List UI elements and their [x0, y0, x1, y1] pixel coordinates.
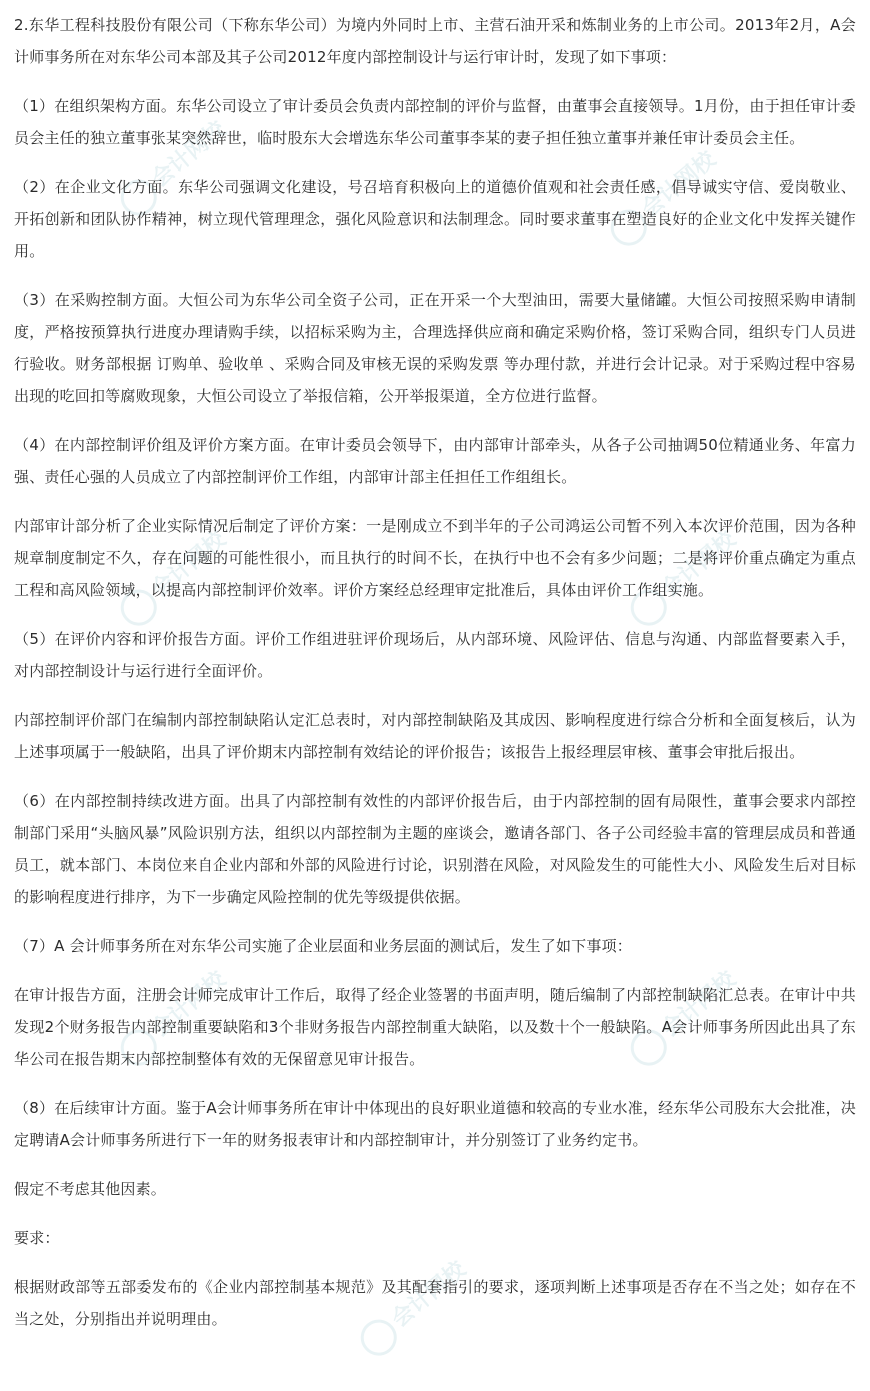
item-2-culture: （2）在企业文化方面。东华公司强调文化建设，号召培育积极向上的道德价值观和社会责任感，倡导诚实守信、爱岗敬业、开拓创新和团队协作精神，树立现代管理理念，强化风险意识和法制理念。同时要求董事在塑造良好的企业文化中发挥关键作用。 — [14, 178, 856, 260]
watermark-logo: 会计网校 — [623, 523, 744, 633]
watermark-logo: 会计网校 — [113, 113, 234, 223]
requirement-heading: 要求： — [14, 1229, 60, 1247]
document-body — [14, 9, 856, 1352]
item-4-evaluation-group: （4）在内部控制评价组及评价方案方面。在审计委员会领导下，由内部审计部牵头，从各子公司抽调50位精通业务、年富力强、责任心强的人员成立了内部控制评价工作组，内部审计部主任担任工作组组长。 — [14, 436, 856, 486]
item-3-procurement: （3）在采购控制方面。大恒公司为东华公司全资子公司，正在开采一个大型油田，需要大量储罐。大恒公司按照采购申请制度，严格按预算执行进度办理请购手续，以招标采购为主，合理选择供应商和确定采购价格，签订采购合同，组织专门人员进行验收。财务部根据 订购单、验收单 、采购合同及审核无误的采购发票 等办理付款，并进行会计记录。对于采购过程中容易出现的吃回扣等腐败现象，大恒公司设立了举报信箱，公开举报渠道，全方位进行监督。 — [14, 291, 856, 405]
watermark-logo: 会计网校 — [113, 523, 234, 633]
item-8-follow-up-audit: （8）在后续审计方面。鉴于A会计师事务所在审计中体现出的良好职业道德和较高的专业水准，经东华公司股东大会批准，决定聘请A会计师事务所进行下一年的财务报表审计和内部控制审计，并分别签订了业务约定书。 — [14, 1099, 856, 1149]
watermark-logo: 会计网校 — [353, 1253, 474, 1363]
requirement-text: 根据财政部等五部委发布的《企业内部控制基本规范》及其配套指引的要求，逐项判断上述事项是否存在不当之处；如存在不当之处，分别指出并说明理由。 — [14, 1278, 856, 1328]
item-7-testing: （7）A 会计师事务所在对东华公司实施了企业层面和业务层面的测试后，发生了如下事项： — [14, 937, 632, 955]
item-5-evaluation-report: 内部控制评价部门在编制内部控制缺陷认定汇总表时，对内部控制缺陷及其成因、影响程度进行综合分析和全面复核后，认为上述事项属于一般缺陷，出具了评价期末内部控制有效结论的评价报告；该报告上报经理层审核、董事会审批后报出。 — [14, 711, 856, 761]
watermark-logo: 会计网校 — [113, 963, 234, 1073]
item-5-evaluation-content: （5）在评价内容和评价报告方面。评价工作组进驻评价现场后，从内部环境、风险评估、信息与沟通、内部监督要素入手，对内部控制设计与运行进行全面评价。 — [14, 630, 856, 680]
item-1-organization: （1）在组织架构方面。东华公司设立了审计委员会负责内部控制的评价与监督，由董事会直接领导。1月份，由于担任审计委员会主任的独立董事张某突然辞世，临时股东大会增选东华公司董事李某的妻子担任独立董事并兼任审计委员会主任。 — [14, 97, 856, 147]
assumption: 假定不考虑其他因素。 — [14, 1180, 167, 1198]
item-7-audit-report: 在审计报告方面，注册会计师完成审计工作后，取得了经企业签署的书面声明，随后编制了内部控制缺陷汇总表。在审计中共发现2个财务报告内部控制重要缺陷和3个非财务报告内部控制重大缺陷，以及数十个一般缺陷。A会计师事务所因此出具了东华公司在报告期末内部控制整体有效的无保留意见审计报告。 — [14, 986, 856, 1068]
item-4-evaluation-plan: 内部审计部分析了企业实际情况后制定了评价方案：一是刚成立不到半年的子公司鸿运公司暂不列入本次评价范围，因为各种规章制度制定不久，存在问题的可能性很小，而且执行的时间不长，在执行中也不会有多少问题；二是将评价重点确定为重点工程和高风险领域，以提高内部控制评价效率。评价方案经总经理审定批准后，具体由评价工作组实施。 — [14, 517, 856, 599]
intro-paragraph: 2.东华工程科技股份有限公司（下称东华公司）为境内外同时上市、主营石油开采和炼制业务的上市公司。2013年2月，A会计师事务所在对东华公司本部及其子公司2012年度内部控制设计与运行审计时，发现了如下事项： — [14, 16, 856, 66]
watermark-logo: 会计网校 — [623, 963, 744, 1073]
watermark-logo: 会计网校 — [603, 143, 724, 253]
item-6-continuous-improvement: （6）在内部控制持续改进方面。出具了内部控制有效性的内部评价报告后，由于内部控制的固有局限性，董事会要求内部控制部门采用“头脑风暴”风险识别方法，组织以内部控制为主题的座谈会，邀请各部门、各子公司经验丰富的管理层成员和普通员工，就本部门、本岗位来自企业内部和外部的风险进行讨论，识别潜在风险，对风险发生的可能性大小、风险发生后对目标的影响程度进行排序，为下一步确定风险控制的优先等级提供依据。 — [14, 792, 856, 906]
